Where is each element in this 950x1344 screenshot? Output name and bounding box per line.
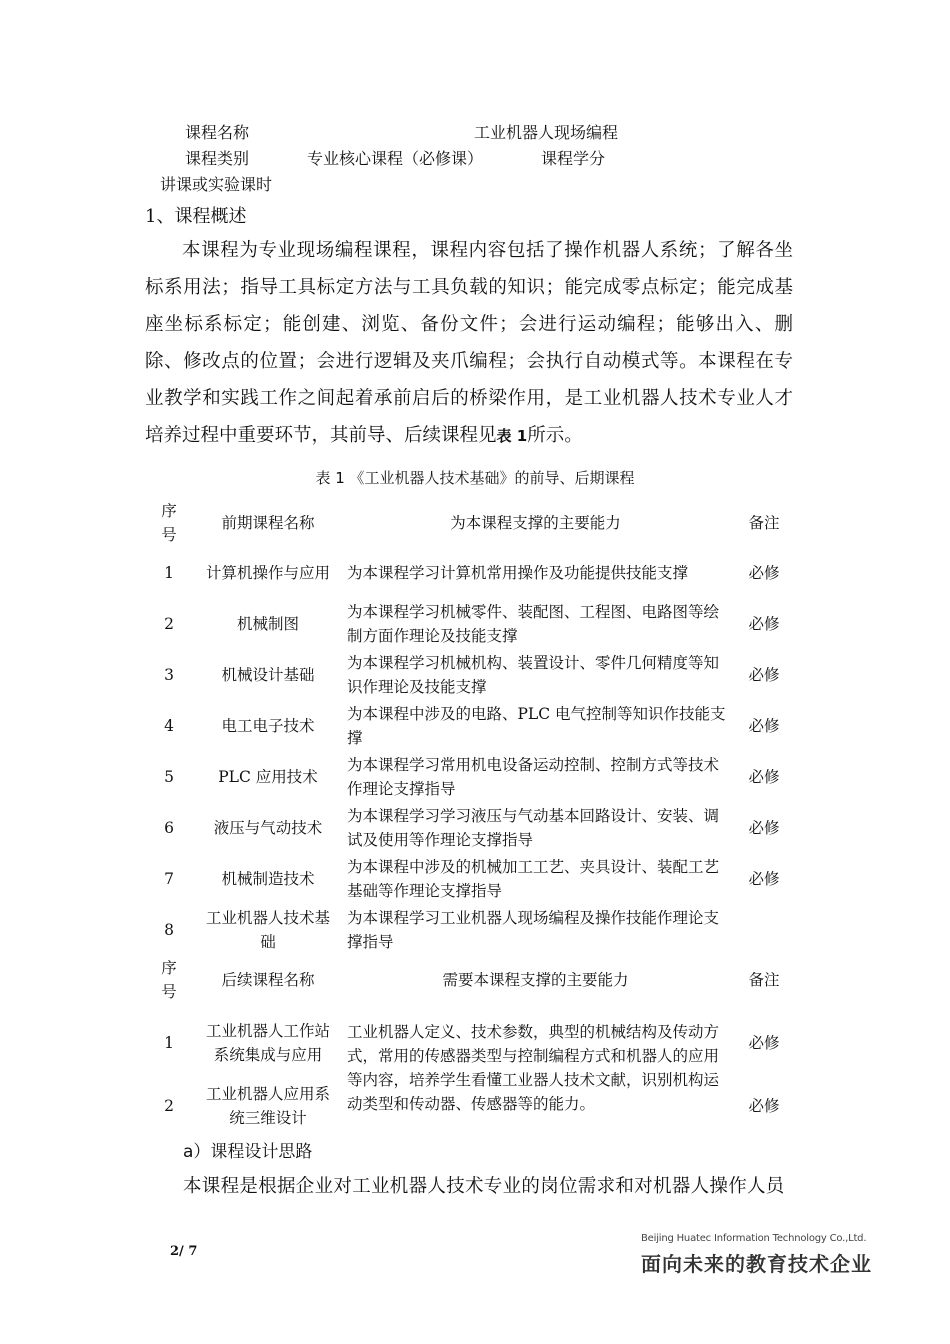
course-name-label: 课程名称 <box>185 123 250 142</box>
paragraph-line: 座坐标系标定；能创建、浏览、备份文件；会进行运动编程；能够出入、删 <box>145 314 793 335</box>
table-row <box>145 802 800 853</box>
company-english-name: Beijing Huatec Information Technology Co.,Ltd. <box>641 1233 867 1244</box>
row-note: 必修 <box>748 665 780 684</box>
header-note: 备注 <box>748 514 780 532</box>
table-row <box>145 649 800 700</box>
table-header-row <box>145 955 800 1005</box>
paragraph-line: 标系用法；指导工具标定方法与工具负载的知识；能完成零点标定；能完成基 <box>145 277 793 298</box>
row-name: 计算机操作与应用 <box>205 564 330 582</box>
header-no: 序号 <box>161 502 177 544</box>
row-name: 工业机器人工作站系统集成与应用 <box>205 1022 330 1064</box>
row-name: 机械设计基础 <box>221 665 315 684</box>
subsection-heading: a）课程设计思路 <box>183 1142 313 1162</box>
row-name: 电工电子技术 <box>221 716 315 735</box>
paragraph-text: 培养过程中重要环节，其前导、后续课程见 <box>145 425 497 446</box>
row-ability: 为本课程中涉及的电路、PLC 电气控制等知识作技能支撑 <box>347 704 726 747</box>
row-ability: 为本课程学习常用机电设备运动控制、控制方式等技术作理论支撑指导 <box>347 755 720 798</box>
paragraph-line: 本课程为专业现场编程课程，课程内容包括了操作机器人系统；了解各坐 <box>182 240 793 261</box>
row-no: 1 <box>164 1034 174 1052</box>
row-no: 2 <box>164 1097 174 1115</box>
subsection-line: 本课程是根据企业对工业机器人技术专业的岗位需求和对机器人操作人员 <box>183 1176 785 1197</box>
row-no: 6 <box>164 818 174 837</box>
row-ability: 为本课程中涉及的机械加工工艺、夹具设计、装配工艺基础等作理论支撑指导 <box>347 857 720 900</box>
course-name-value: 工业机器人现场编程 <box>474 123 619 142</box>
row-no: 2 <box>164 614 174 633</box>
row-name: 工业机器人技术基础 <box>205 908 330 951</box>
row-note: 必修 <box>748 869 780 888</box>
header-note: 备注 <box>748 971 780 989</box>
header-name: 前期课程名称 <box>221 514 315 532</box>
paragraph-text: 所示。 <box>527 425 583 446</box>
table-row <box>145 598 800 649</box>
table-row <box>145 1005 800 1081</box>
header-ability: 为本课程支撑的主要能力 <box>450 514 621 532</box>
table-row <box>145 548 800 598</box>
row-name: PLC 应用技术 <box>218 767 318 786</box>
paragraph-line: 除、修改点的位置；会进行逻辑及夹爪编程；会执行自动模式等。本课程在专 <box>145 351 793 372</box>
row-ability: 为本课程学习学习液压与气动基本回路设计、安装、调试及使用等作理论支撑指导 <box>347 806 720 849</box>
row-note: 必修 <box>748 1034 780 1052</box>
table-row <box>145 904 800 955</box>
header-no: 序号 <box>161 959 177 1001</box>
section-heading: 1、课程概述 <box>145 206 247 227</box>
row-note: 必修 <box>748 614 780 633</box>
row-no: 7 <box>164 869 174 888</box>
table-caption: 表 1 《工业机器人技术基础》的前导、后期课程 <box>315 469 635 487</box>
course-table <box>145 498 800 1131</box>
table-header-row <box>145 498 800 548</box>
table-row <box>145 853 800 904</box>
row-ability: 为本课程学习计算机常用操作及功能提供技能支撑 <box>347 564 689 582</box>
paragraph-line-last <box>145 417 793 455</box>
row-note <box>728 904 800 955</box>
row-no: 1 <box>164 564 174 582</box>
table-row <box>145 700 800 751</box>
company-slogan-logo: 面向未来的教育技术企业 <box>641 1252 872 1276</box>
row-note: 必修 <box>748 564 780 582</box>
row-ability: 工业机器人定义、技术参数，典型的机械结构及传动方式，常用的传感器类型与控制编程方式和机器人的应用等内容，培养学生看懂工业器人技术文献，识别机构运动类型和传动器、传感器等的能力。 <box>347 1023 720 1113</box>
row-note: 必修 <box>748 716 780 735</box>
row-note: 必修 <box>748 1097 780 1115</box>
row-no: 3 <box>164 665 174 684</box>
row-no: 4 <box>164 716 174 735</box>
page-number: 2/ 7 <box>170 1244 198 1259</box>
course-type-value: 专业核心课程（必修课） <box>307 149 484 168</box>
table-reference-link[interactable]: 表 1 <box>496 427 528 445</box>
row-name: 机械制图 <box>236 614 299 633</box>
row-name: 液压与气动技术 <box>213 818 323 837</box>
row-ability: 为本课程学习工业机器人现场编程及操作技能作理论支撑指导 <box>347 908 720 951</box>
overview-paragraph <box>145 232 793 455</box>
credit-label: 课程学分 <box>541 149 606 168</box>
row-name: 机械制造技术 <box>221 869 315 888</box>
hours-label: 讲课或实验课时 <box>160 175 273 194</box>
row-no: 8 <box>164 920 174 939</box>
header-ability: 需要本课程支撑的主要能力 <box>442 971 629 989</box>
row-ability: 为本课程学习机械零件、装配图、工程图、电路图等绘制方面作理论及技能支撑 <box>347 602 720 645</box>
row-name: 工业机器人应用系统三维设计 <box>205 1085 330 1127</box>
row-ability: 为本课程学习机械机构、装置设计、零件几何精度等知识作理论及技能支撑 <box>347 653 720 696</box>
paragraph-line: 业教学和实践工作之间起着承前启后的桥梁作用，是工业机器人技术专业人才 <box>145 388 793 409</box>
row-note: 必修 <box>748 818 780 837</box>
course-type-label: 课程类别 <box>185 149 250 168</box>
row-note: 必修 <box>748 767 780 786</box>
header-name: 后续课程名称 <box>221 971 315 989</box>
row-no: 5 <box>164 767 174 786</box>
table-row <box>145 751 800 802</box>
